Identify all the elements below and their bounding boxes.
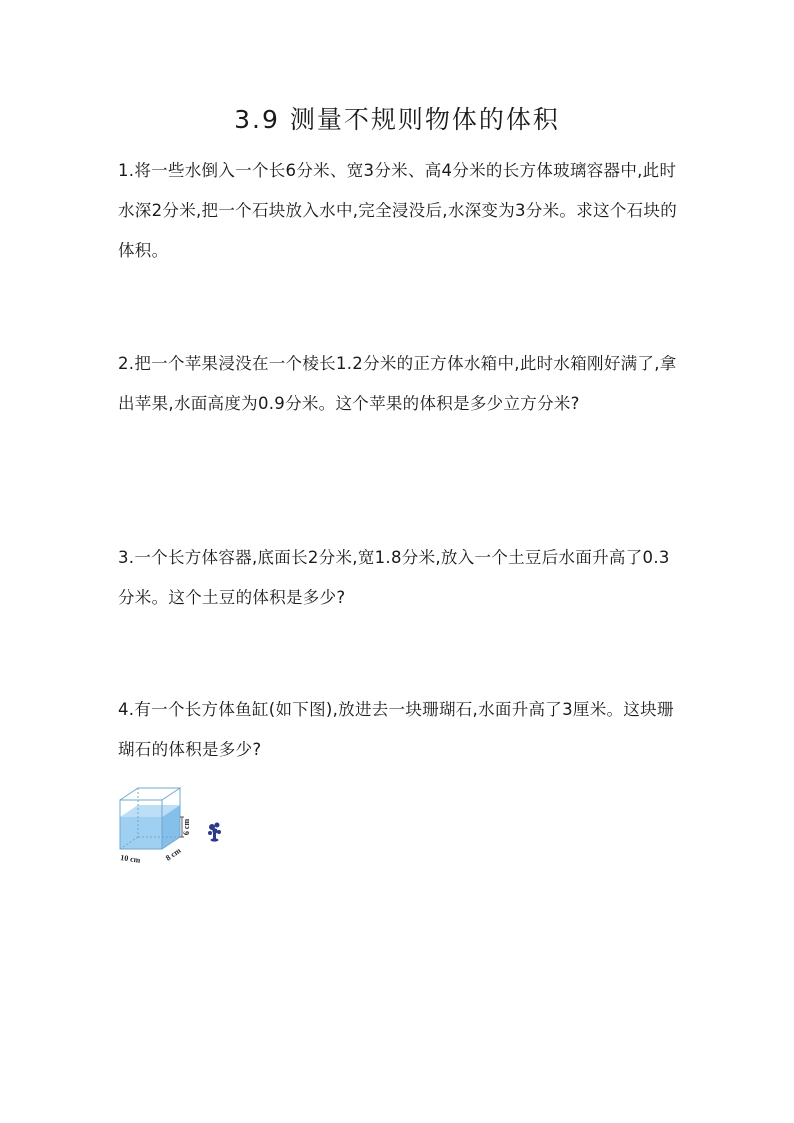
question-4: 4.有一个长方体鱼缸(如下图),放进去一块珊瑚石,水面升高了3厘米。这块珊瑚石的体积是多少? (118, 700, 674, 759)
question-3: 3.一个长方体容器,底面长2分米,宽1.8分米,放入一个土豆后水面升高了0.3分米。这个土豆的体积是多少? (118, 548, 670, 607)
fish-tank-diagram (116, 783, 234, 873)
question-1: 1.将一些水倒入一个长6分米、宽3分米、高4分米的长方体玻璃容器中,此时水深2分米,把一个石块放入水中,完全浸没后,水深变为3分米。求这个石块的体积。 (118, 161, 678, 260)
length-label: 10 cm (119, 853, 141, 865)
fish-tank-figure (116, 783, 234, 873)
page-title: 3.9 测量不规则物体的体积 (234, 105, 560, 134)
width-label: 8 cm (163, 845, 183, 863)
coral-stone-icon (208, 823, 221, 842)
question-2: 2.把一个苹果浸没在一个棱长1.2分米的正方体水箱中,此时水箱刚好满了,拿出苹果,水面高度为0.9分米。这个苹果的体积是多少立方分米? (118, 354, 677, 413)
height-label: 6 cm (182, 818, 191, 836)
